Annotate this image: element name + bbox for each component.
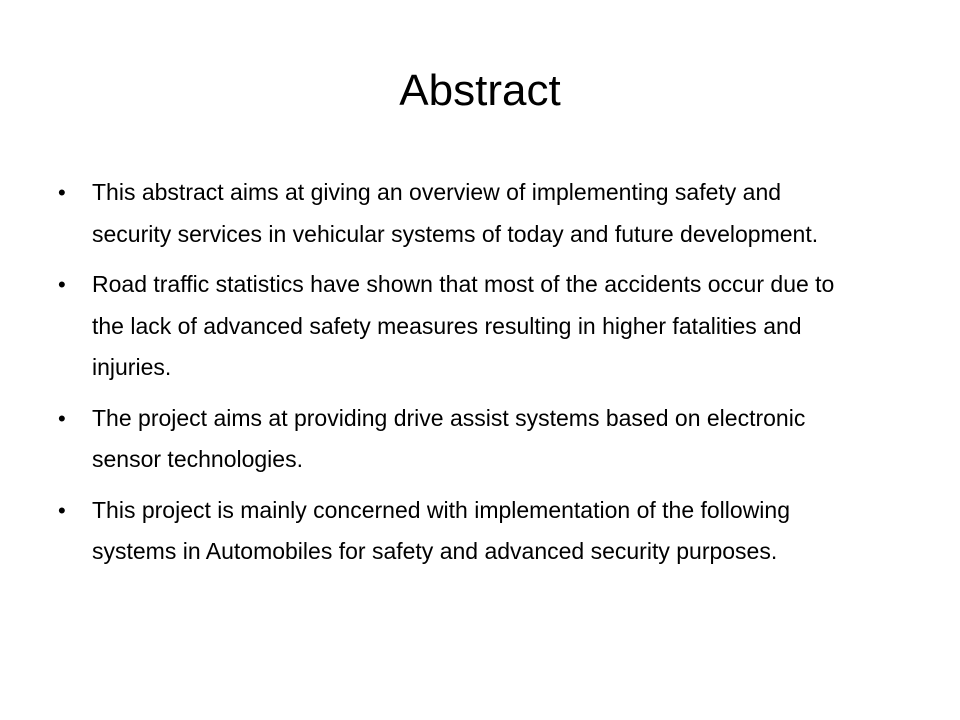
bullet-text: Road traffic statistics have shown that most of the accidents occur due to the lack of advanced safety measures resulting in higher fatalities and injuries. (92, 271, 835, 380)
bullet-item (58, 490, 858, 573)
bullet-list (58, 172, 858, 582)
bullet-icon: • (58, 497, 66, 523)
bullet-text: This abstract aims at giving an overview of implementing safety and security services in vehicular systems of today and future development. (92, 179, 819, 247)
bullet-text: This project is mainly concerned with implementation of the following systems in Automobiles for safety and advanced security purposes. (92, 496, 790, 564)
bullet-icon: • (58, 405, 66, 431)
bullet-item (58, 264, 858, 389)
bullet-icon: • (58, 180, 66, 205)
bullet-item (58, 172, 858, 255)
slide-title: Abstract (399, 66, 561, 115)
bullet-text: The project aims at providing drive assist systems based on electronic sensor technologies. (92, 404, 806, 472)
bullet-icon: • (58, 272, 66, 297)
bullet-item (58, 398, 858, 481)
